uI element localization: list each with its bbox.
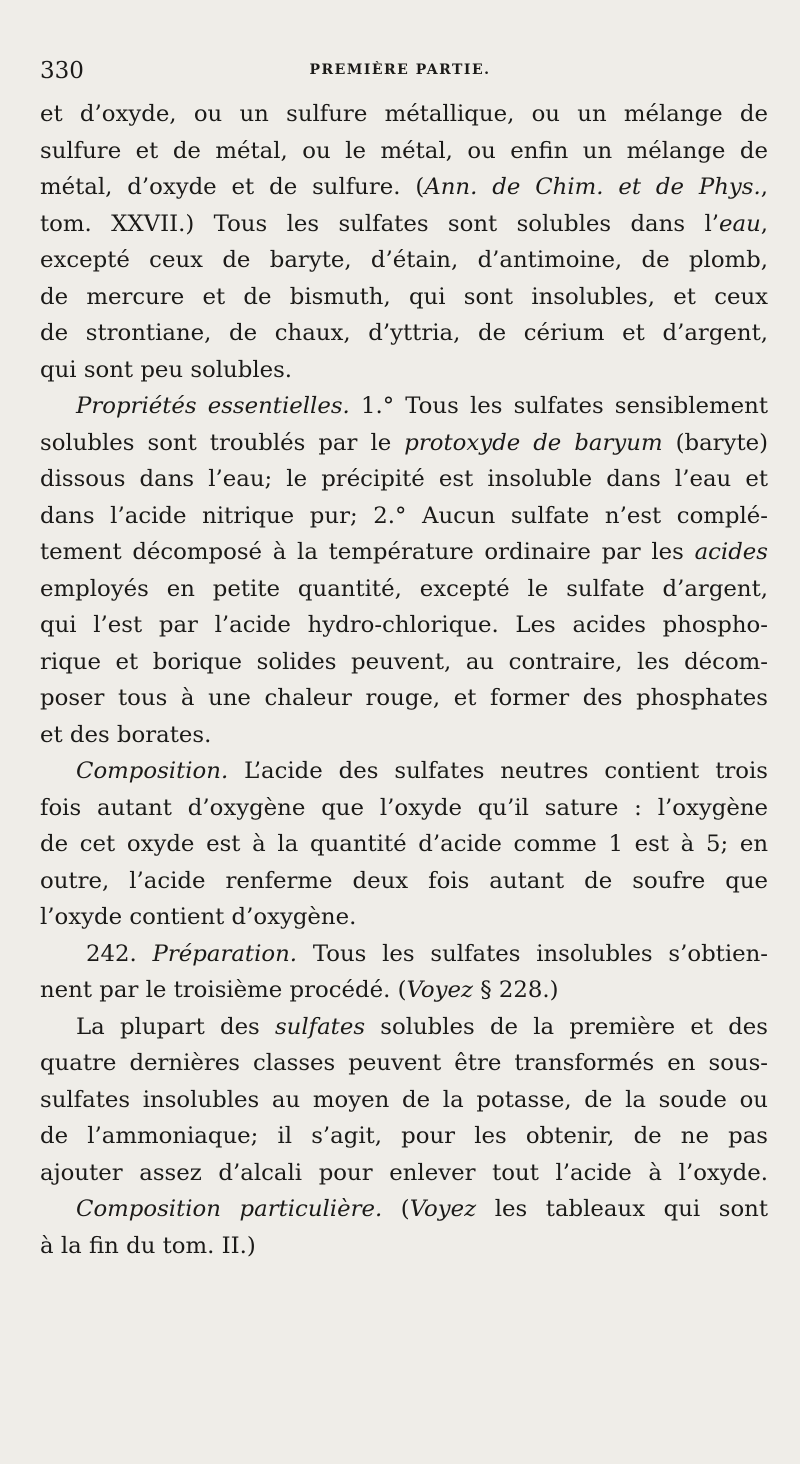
text-line: tement décomposé à la température ordinaire par les acides — [40, 539, 768, 565]
running-head: PREMIÈRE PARTIE. — [309, 62, 491, 78]
text-line: 242. Préparation. Tous les sulfates insolubles s’obtien- — [86, 940, 768, 967]
text-line: et d’oxyde, ou un sulfure métallique, ou un mélange de — [40, 101, 768, 127]
text-line: de cet oxyde est à la quantité d’acide comme 1 est à 5; en — [40, 831, 768, 857]
paragraph-number: 242. — [86, 940, 153, 967]
text-line: outre, l’acide renferme deux fois autant de soufre que — [40, 867, 768, 894]
text-line: poser tous à une chaleur rouge, et former des phosphates — [40, 685, 768, 711]
text-line: Composition. L’acide des sulfates neutres contient trois — [76, 758, 768, 784]
text-line: dans l’acide nitrique pur; 2.° Aucun sulfate n’est complé- — [40, 502, 768, 529]
text-line: sulfates insolubles au moyen de la potasse, de la soude ou — [40, 1086, 768, 1113]
section-heading-preparation: Préparation. — [152, 940, 298, 967]
text-line: fois autant d’oxygène que l’oxyde qu’il sature : l’oxygène — [40, 794, 768, 821]
section-heading-composition: Composition. — [76, 758, 229, 784]
section-heading-composition-particuliere: Composition particulière. — [76, 1196, 383, 1222]
text-line: sulfure et de métal, ou le métal, ou enfin un mélange de — [40, 137, 768, 164]
text-line: de l’ammoniaque; il s’agit, pour les obtenir, de ne pas — [40, 1123, 768, 1149]
text-line: qui sont peu solubles. — [40, 356, 293, 383]
text-line: métal, d’oxyde et de sulfure. (Ann. de Chim. et de Phys., — [40, 174, 768, 200]
body-text — [40, 96, 768, 1264]
text-line: employés en petite quantité, excepté le sulfate d’argent, — [40, 575, 768, 602]
text-line: qui l’est par l’acide hydro-chlorique. Les acides phospho- — [40, 612, 768, 638]
text-line: quatre dernières classes peuvent être transformés en sous- — [40, 1050, 768, 1076]
text-line: excepté ceux de baryte, d’étain, d’antimoine, de plomb, — [40, 247, 768, 273]
text-line: La plupart des sulfates solubles de la première et des — [76, 1013, 768, 1040]
text-line: à la fin du tom. II.) — [40, 1232, 256, 1259]
text-line: ajouter assez d’alcali pour enlever tout l’acide à l’oxyde. — [40, 1159, 768, 1186]
page-number: 330 — [40, 58, 84, 84]
text-line: nent par le troisième procédé. (Voyez § 228.) — [40, 977, 559, 1003]
text-line: et des borates. — [40, 721, 212, 748]
page-header — [40, 58, 760, 86]
text-line: l’oxyde contient d’oxygène. — [40, 904, 357, 930]
text-line: tom. XXVII.) Tous les sulfates sont solubles dans l’eau, — [40, 210, 768, 237]
text-line: Composition particulière. (Voyez les tableaux qui sont — [76, 1196, 768, 1222]
text-line: de mercure et de bismuth, qui sont insolubles, et ceux — [40, 283, 768, 310]
text-line: de strontiane, de chaux, d’yttria, de cérium et d’argent, — [40, 320, 768, 346]
section-heading-proprietes: Propriétés essentielles. — [76, 393, 350, 419]
text-line: solubles sont troublés par le protoxyde de baryum (baryte) — [40, 429, 768, 456]
text-line: Propriétés essentielles. 1.° Tous les sulfates sensiblement — [76, 393, 768, 419]
text-line: rique et borique solides peuvent, au contraire, les décom- — [40, 648, 768, 675]
text-line: dissous dans l’eau; le précipité est insoluble dans l’eau et — [40, 466, 768, 492]
